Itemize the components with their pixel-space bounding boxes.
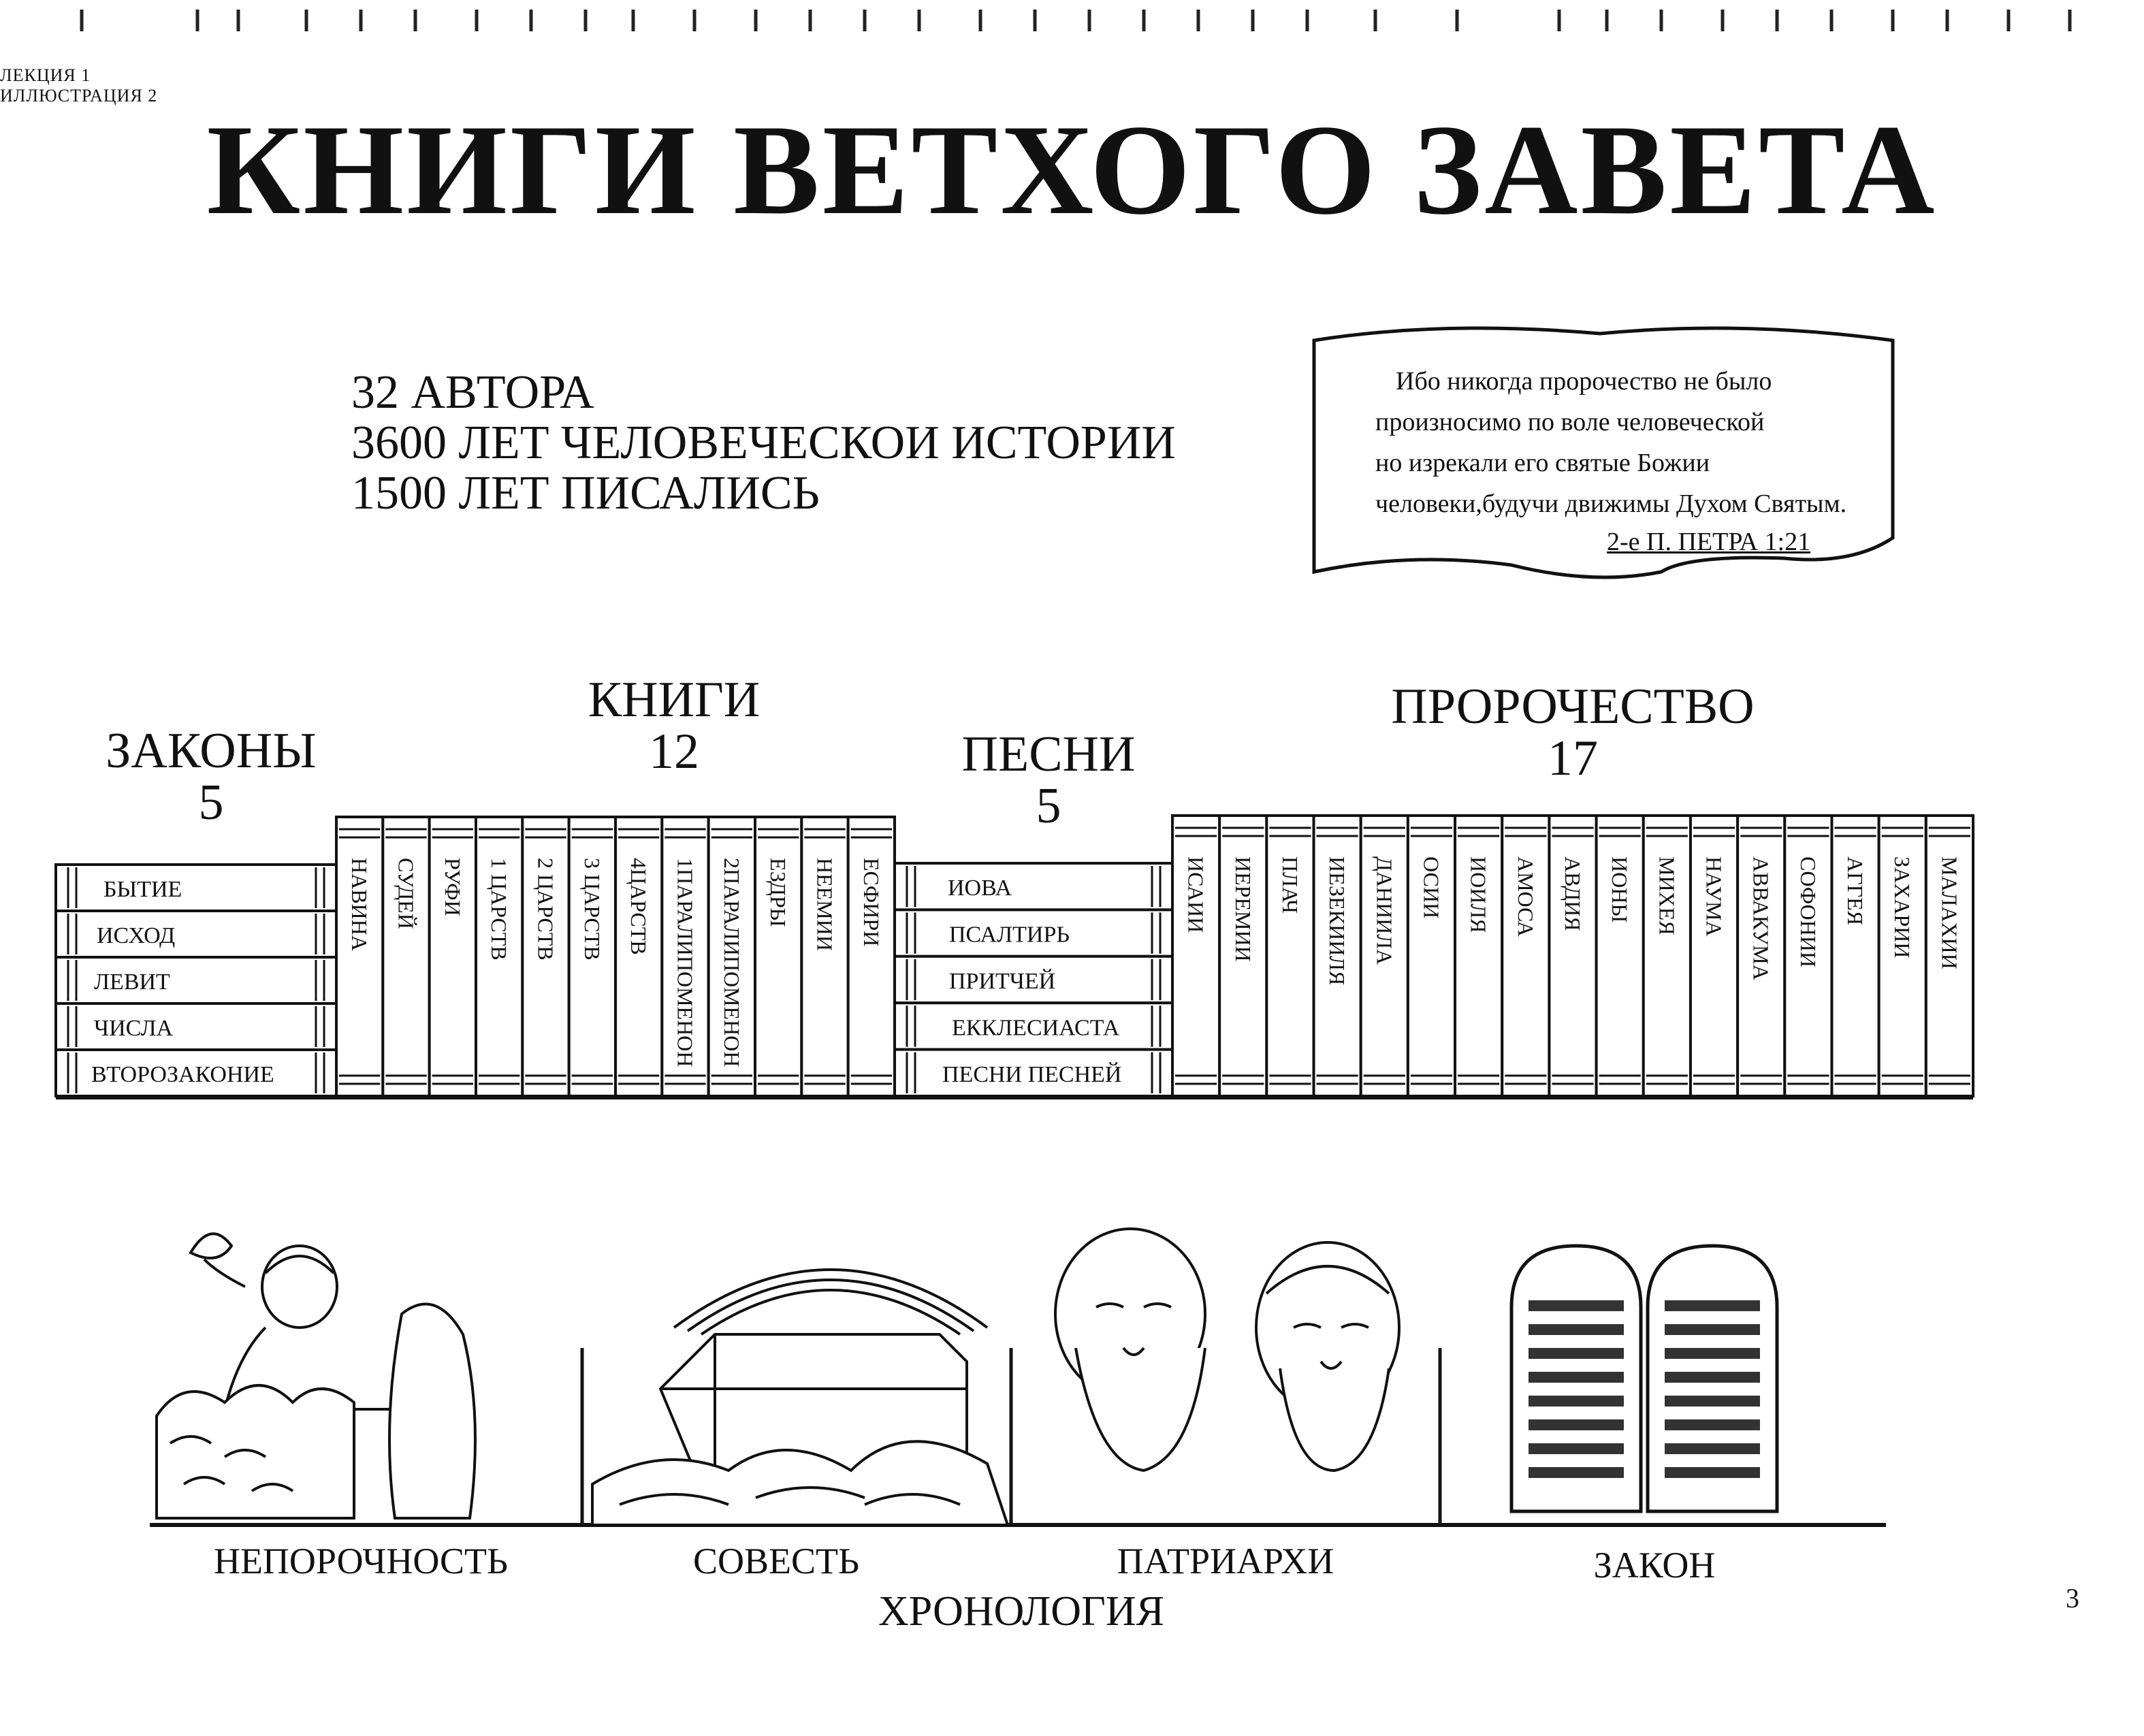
book-title: ИСАИИ: [1183, 856, 1209, 933]
book-title: ИОИЛЯ: [1466, 856, 1491, 933]
book-title: ВТОРОЗАКОНИЕ: [91, 1062, 274, 1087]
category-name: ЗАКОНЫ: [106, 723, 317, 779]
book-prophecy-5: [1408, 816, 1455, 1096]
chronology-label: ХРОНОЛОГИЯ: [878, 1588, 1165, 1635]
category-count: 17: [1548, 730, 1598, 786]
law-tablets-illustration: [1511, 1246, 1777, 1511]
category-name: ПЕСНИ: [961, 726, 1136, 782]
book-history-8: [709, 817, 755, 1096]
quote-reference: 2-е П. ПЕТРА 1:21: [1607, 528, 1811, 556]
book-prophecy-1: [1219, 816, 1266, 1096]
book-law-0: [56, 865, 336, 911]
book-prophecy-4: [1361, 816, 1408, 1096]
book-title: БЫТИЕ: [103, 877, 182, 902]
period-patriarchs: ПАТРИАРХИ: [1117, 1541, 1334, 1581]
stat-history-years: 3600 ЛЕТ ЧЕЛОВЕЧЕСКОИ ИСТОРИИ: [351, 417, 1176, 469]
chronology-illustrations: [143, 1212, 1893, 1532]
page-number: 3: [2066, 1583, 2079, 1613]
book-title: ЕККЛЕСИАСТА: [952, 1015, 1120, 1041]
book-history-2: [430, 817, 476, 1096]
category-name: ПРОРОЧЕСТВО: [1391, 679, 1755, 735]
book-law-4: [56, 1050, 336, 1096]
book-history-5: [569, 817, 615, 1096]
book-title: ЕЗДРЫ: [766, 858, 791, 927]
stats-block: [351, 368, 1176, 519]
book-law-1: [56, 911, 336, 957]
book-poetry-3: [895, 1003, 1172, 1049]
category-count: 5: [1036, 778, 1061, 834]
book-title: ОСИИ: [1419, 856, 1444, 919]
book-title: АГГЕЯ: [1843, 856, 1868, 925]
book-history-7: [662, 817, 708, 1096]
book-title: 2ПАРАЛИПОМЕНОН: [719, 858, 744, 1067]
book-title: ПСАЛТИРЬ: [949, 922, 1070, 948]
book-law-2: [56, 957, 336, 1003]
lesson-label: [0, 65, 157, 106]
book-title: ИОНЫ: [1607, 856, 1633, 923]
book-history-3: [476, 817, 522, 1096]
book-title: 1ПАРАЛИПОМЕНОН: [673, 858, 698, 1067]
book-title: МАЛАХИИ: [1937, 856, 1962, 969]
book-history-11: [848, 817, 895, 1096]
binding-marks: [0, 0, 2144, 41]
book-title: ЗАХАРИИ: [1890, 856, 1915, 959]
book-title: МИХЕЯ: [1654, 856, 1680, 935]
quote-line-3: но изрекали его святые Божии: [1375, 449, 1710, 477]
period-innocence: НЕПОРОЧНОСТЬ: [213, 1541, 509, 1581]
book-prophecy-0: [1172, 816, 1219, 1096]
book-title: ИОВА: [948, 875, 1012, 901]
book-title: 2 ЦАРСТВ: [533, 858, 558, 961]
book-history-9: [755, 817, 801, 1096]
book-poetry-1: [895, 910, 1172, 956]
category-count: 12: [649, 724, 699, 779]
category-name: КНИГИ: [588, 672, 761, 728]
book-title: ЧИСЛА: [94, 1016, 174, 1041]
book-title: НЕЕМИИ: [812, 858, 837, 951]
book-prophecy-15: [1879, 816, 1926, 1096]
book-prophecy-16: [1926, 816, 1973, 1096]
book-title: ПЛАЧ: [1277, 856, 1302, 914]
quote-line-2: произносимо по воле человеческой: [1375, 408, 1765, 436]
book-title: ПЕСНИ ПЕСНЕЙ: [942, 1061, 1122, 1087]
book-title: АВДИЯ: [1561, 856, 1585, 931]
book-title: НАВИНА: [347, 858, 372, 951]
book-history-10: [801, 817, 848, 1096]
book-title: СОФОНИИ: [1795, 856, 1821, 967]
book-prophecy-3: [1314, 816, 1361, 1096]
period-law: ЗАКОН: [1593, 1545, 1716, 1586]
category-history: [565, 674, 783, 777]
book-prophecy-9: [1597, 816, 1644, 1096]
book-prophecy-6: [1455, 816, 1502, 1096]
book-title: ДАНИИЛА: [1372, 856, 1397, 965]
book-prophecy-7: [1502, 816, 1549, 1096]
book-history-0: [336, 817, 383, 1096]
patriarchs-illustration: [1055, 1229, 1399, 1470]
book-title: СУДЕЙ: [394, 858, 419, 929]
stat-writing-years: 1500 ЛЕТ ПИСАЛИСЬ: [351, 467, 820, 519]
book-title: ИЕЗЕКИИЛЯ: [1325, 856, 1350, 986]
period-conscience: СОВЕСТЬ: [692, 1541, 860, 1581]
book-title: 3 ЦАРСТВ: [579, 858, 605, 961]
book-prophecy-8: [1549, 816, 1596, 1096]
book-title: ПРИТЧЕЙ: [949, 969, 1056, 994]
book-poetry-2: [895, 957, 1172, 1003]
category-count: 5: [198, 775, 224, 831]
book-shelf: [0, 810, 2144, 1110]
innocence-illustration: [157, 1234, 475, 1518]
book-title: АВВАКУМА: [1748, 856, 1774, 980]
book-title: ЕСФИРИ: [859, 858, 884, 947]
book-title: ИЕРЕМИИ: [1230, 856, 1255, 962]
book-poetry-0: [895, 863, 1172, 910]
scripture-quote: [1375, 361, 1893, 524]
lesson-line-1: ЛЕКЦИЯ 1: [0, 65, 91, 85]
lesson-line-2: ИЛЛЮСТРАЦИЯ 2: [0, 86, 158, 106]
book-history-4: [522, 817, 569, 1096]
book-title: АМОСА: [1513, 856, 1538, 937]
quote-line-1: Ибо никогда пророчество не было: [1396, 367, 1772, 396]
book-prophecy-11: [1691, 816, 1738, 1096]
book-title: 4ЦАРСТВ: [626, 858, 652, 955]
book-poetry-4: [895, 1050, 1172, 1096]
book-title: ЛЕВИТ: [94, 969, 170, 995]
conscience-illustration: [592, 1270, 1008, 1525]
page-title: КНИГИ ВЕТХОГО ЗАВЕТА: [206, 99, 1938, 242]
quote-line-4: человеки,будучи движимы Духом Святым.: [1375, 489, 1847, 518]
book-prophecy-12: [1738, 816, 1785, 1096]
book-history-6: [615, 817, 662, 1096]
stat-authors: 32 АВТОРА: [351, 366, 594, 419]
book-title: РУФИ: [440, 858, 465, 916]
book-title: ИСХОД: [97, 923, 176, 948]
book-prophecy-13: [1785, 816, 1831, 1096]
book-prophecy-2: [1266, 816, 1313, 1096]
book-history-1: [383, 817, 429, 1096]
category-prophecy: [1375, 681, 1770, 784]
book-prophecy-14: [1831, 816, 1878, 1096]
book-title: 1 ЦАРСТВ: [487, 858, 512, 961]
book-prophecy-10: [1644, 816, 1691, 1096]
book-law-3: [56, 1003, 336, 1050]
book-title: НАУМА: [1701, 856, 1727, 937]
